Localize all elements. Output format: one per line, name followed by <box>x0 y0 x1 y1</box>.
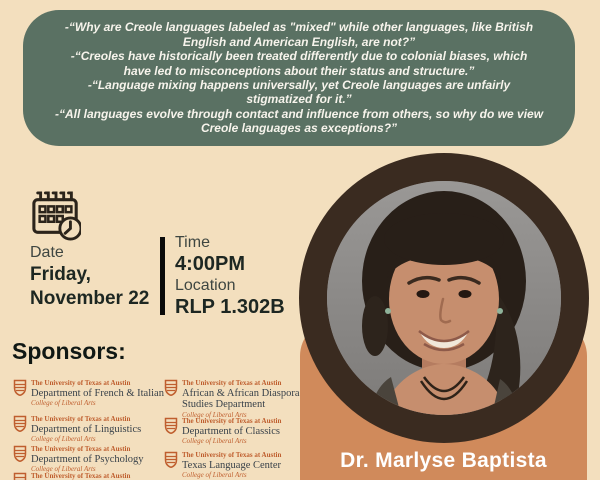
ut-shield-icon <box>164 451 178 468</box>
quote-line: stigmatized for it.” <box>246 92 352 107</box>
sponsor-university: The University of Texas at Austin <box>182 417 282 425</box>
quote-box <box>23 10 575 146</box>
calendar-clock-icon <box>31 190 81 247</box>
time-location-block <box>175 233 285 319</box>
sponsor-texas-language-center <box>164 451 281 480</box>
sponsor-linguistics <box>13 415 141 444</box>
sponsor-psychology <box>13 445 144 474</box>
sponsor-department: Texas Language Center <box>182 459 281 471</box>
ut-shield-icon <box>164 379 178 396</box>
sponsor-department: African & African Diaspora Studies Department <box>182 387 300 410</box>
quote-line: English and American English, are not?” <box>182 34 416 49</box>
date-label: Date <box>30 244 64 261</box>
sponsor-college: College of Liberal Arts <box>182 471 247 479</box>
sponsor-university: The University of Texas at Austin <box>31 415 131 423</box>
date-day: Friday, <box>30 264 91 285</box>
location-value: RLP 1.302B <box>175 296 285 318</box>
sponsor-department: Department of Psychology <box>31 453 144 465</box>
sponsor-college: College of Liberal Arts <box>31 435 96 443</box>
sponsor-university: The University of Texas at Austin <box>182 379 282 387</box>
quote-line: Creole languages as exceptions?” <box>200 121 398 136</box>
quote-line: have led to misconceptions about their status and structure.” <box>123 63 475 78</box>
time-label: Time <box>175 234 210 251</box>
time-value: 4:00PM <box>175 253 246 275</box>
quote-line: -“Creoles have historically been treated differently due to colonial biases, which <box>70 49 528 64</box>
speaker-photo <box>327 181 561 415</box>
location-label: Location <box>175 277 236 294</box>
sponsor-university: The University of Texas at Austin <box>182 451 282 459</box>
sponsor-university: The University of Texas at Austin <box>31 445 131 453</box>
sponsor-college: College of Liberal Arts <box>182 410 247 419</box>
speaker-name: Dr. Marlyse Baptista <box>340 449 547 472</box>
quote-line: -“Language mixing happens universally, yet Creole languages are unfairly <box>87 78 511 92</box>
date-value: November 22 <box>30 288 150 309</box>
sponsor-college: College of Liberal Arts <box>31 399 96 407</box>
sponsor-university: The University of Texas at Austin <box>31 472 131 480</box>
ut-shield-icon <box>13 445 27 462</box>
sponsor-department: Department of French & Italian <box>31 387 164 399</box>
sponsor-college: College of Liberal Arts <box>31 465 96 473</box>
sponsor-university: The University of Texas at Austin <box>31 379 131 387</box>
ut-shield-icon <box>13 472 27 480</box>
date-block <box>30 243 149 311</box>
sponsor-african-diaspora <box>164 379 312 420</box>
vertical-divider <box>160 237 165 315</box>
sponsor-classics <box>164 417 281 446</box>
sponsors-heading: Sponsors: <box>12 338 126 364</box>
ut-shield-icon <box>164 417 178 434</box>
ut-shield-icon <box>13 379 27 396</box>
quote-line: -“All languages evolve through contact and influence from others, so why do we view <box>54 106 544 121</box>
sponsor-french-italian <box>13 379 164 408</box>
ut-shield-icon <box>13 415 27 432</box>
sponsor-college: College of Liberal Arts <box>182 437 247 445</box>
quote-line: -“Why are Creole languages labeled as "mixed" while other languages, like British <box>64 20 534 35</box>
sponsor-partial <box>13 472 130 480</box>
sponsor-department: Department of Classics <box>182 425 280 437</box>
sponsor-department: Department of Linguistics <box>31 423 142 435</box>
